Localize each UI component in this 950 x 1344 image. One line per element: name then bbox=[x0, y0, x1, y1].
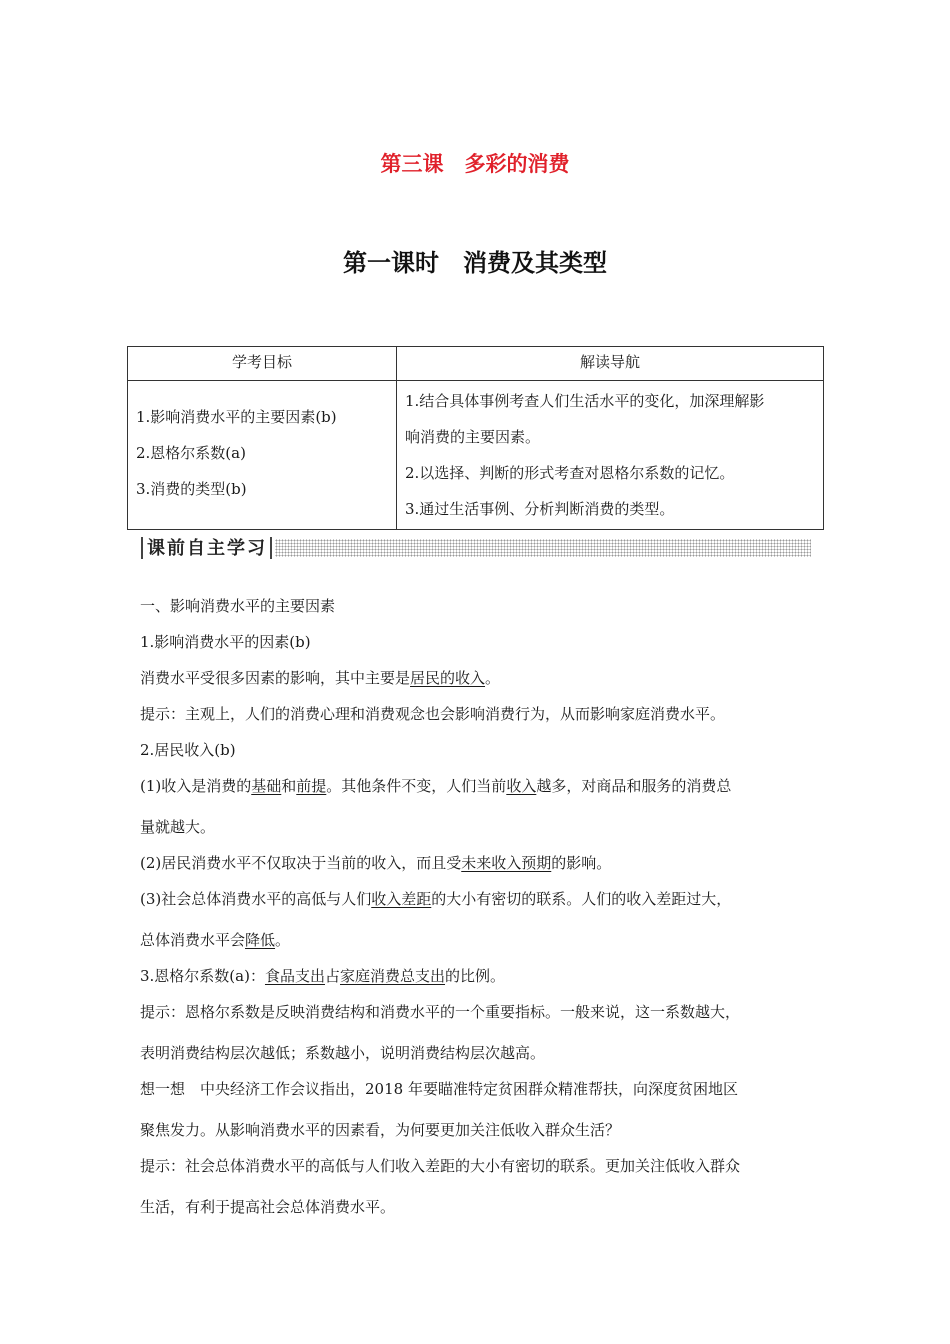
section-banner bbox=[127, 536, 811, 562]
item-title: 1.影响消费水平的因素(b) bbox=[140, 633, 311, 651]
paragraph: 消费水平受很多因素的影响，其中主要是居民的收入。 bbox=[140, 669, 501, 687]
guide-item: 响消费的主要因素。 bbox=[405, 428, 541, 446]
tip-text: 表明消费结构层次越低；系数越小，说明消费结构层次越高。 bbox=[140, 1044, 546, 1062]
goal-item: 1.影响消费水平的主要因素(b) bbox=[136, 408, 337, 426]
item-title: 2.居民收入(b) bbox=[140, 741, 236, 759]
banner-dotted-fill bbox=[275, 539, 811, 557]
paragraph: 量就越大。 bbox=[140, 818, 216, 836]
guide-item: 3.通过生活事例、分析判断消费的类型。 bbox=[405, 500, 675, 518]
tip-text: 提示：主观上，人们的消费心理和消费观念也会影响消费行为，从而影响家庭消费水平。 bbox=[140, 705, 726, 723]
guide-cell bbox=[397, 381, 824, 530]
paragraph: (2)居民消费水平不仅取决于当前的收入，而且受未来收入预期的影响。 bbox=[140, 854, 612, 872]
paragraph: (3)社会总体消费水平的高低与人们收入差距的大小有密切的联系。人们的收入差距过大， bbox=[140, 890, 732, 908]
tip-text: 提示：社会总体消费水平的高低与人们收入差距的大小有密切的联系。更加关注低收入群众 bbox=[140, 1157, 741, 1175]
goals-cell bbox=[128, 381, 397, 530]
goal-header: 学考目标 bbox=[128, 347, 397, 381]
guide-item: 2.以选择、判断的形式考查对恩格尔系数的记忆。 bbox=[405, 464, 735, 482]
tip-text: 生活，有利于提高社会总体消费水平。 bbox=[140, 1198, 396, 1216]
tip-text: 提示：恩格尔系数是反映消费结构和消费水平的一个重要指标。一般来说，这一系数越大， bbox=[140, 1003, 741, 1021]
goal-item: 3.消费的类型(b) bbox=[136, 480, 247, 498]
paragraph: 总体消费水平会降低。 bbox=[140, 931, 291, 949]
think-text: 聚焦发力。从影响消费水平的因素看，为何要更加关注低收入群众生活？ bbox=[140, 1121, 621, 1139]
goal-item: 2.恩格尔系数(a) bbox=[136, 444, 246, 462]
lesson-title: 第三课 多彩的消费 bbox=[380, 152, 570, 176]
section-heading: 一、影响消费水平的主要因素 bbox=[140, 597, 336, 615]
banner-label: 课前自主学习 bbox=[147, 538, 267, 559]
period-title: 第一课时 消费及其类型 bbox=[343, 249, 607, 277]
banner-bar bbox=[270, 537, 272, 559]
item-title: 3.恩格尔系数(a)：食品支出占家庭消费总支出的比例。 bbox=[140, 967, 506, 985]
guide-item: 1.结合具体事例考查人们生活水平的变化，加深理解影 bbox=[405, 392, 765, 410]
paragraph: (1)收入是消费的基础和前提。其他条件不变，人们当前收入越多，对商品和服务的消费总 bbox=[140, 777, 732, 795]
guide-header: 解读导航 bbox=[397, 347, 824, 381]
goal-table bbox=[127, 346, 824, 530]
banner-bar bbox=[141, 537, 143, 559]
think-text: 想一想 中央经济工作会议指出，2018 年要瞄准特定贫困群众精准帮扶，向深度贫困地区 bbox=[140, 1080, 738, 1098]
